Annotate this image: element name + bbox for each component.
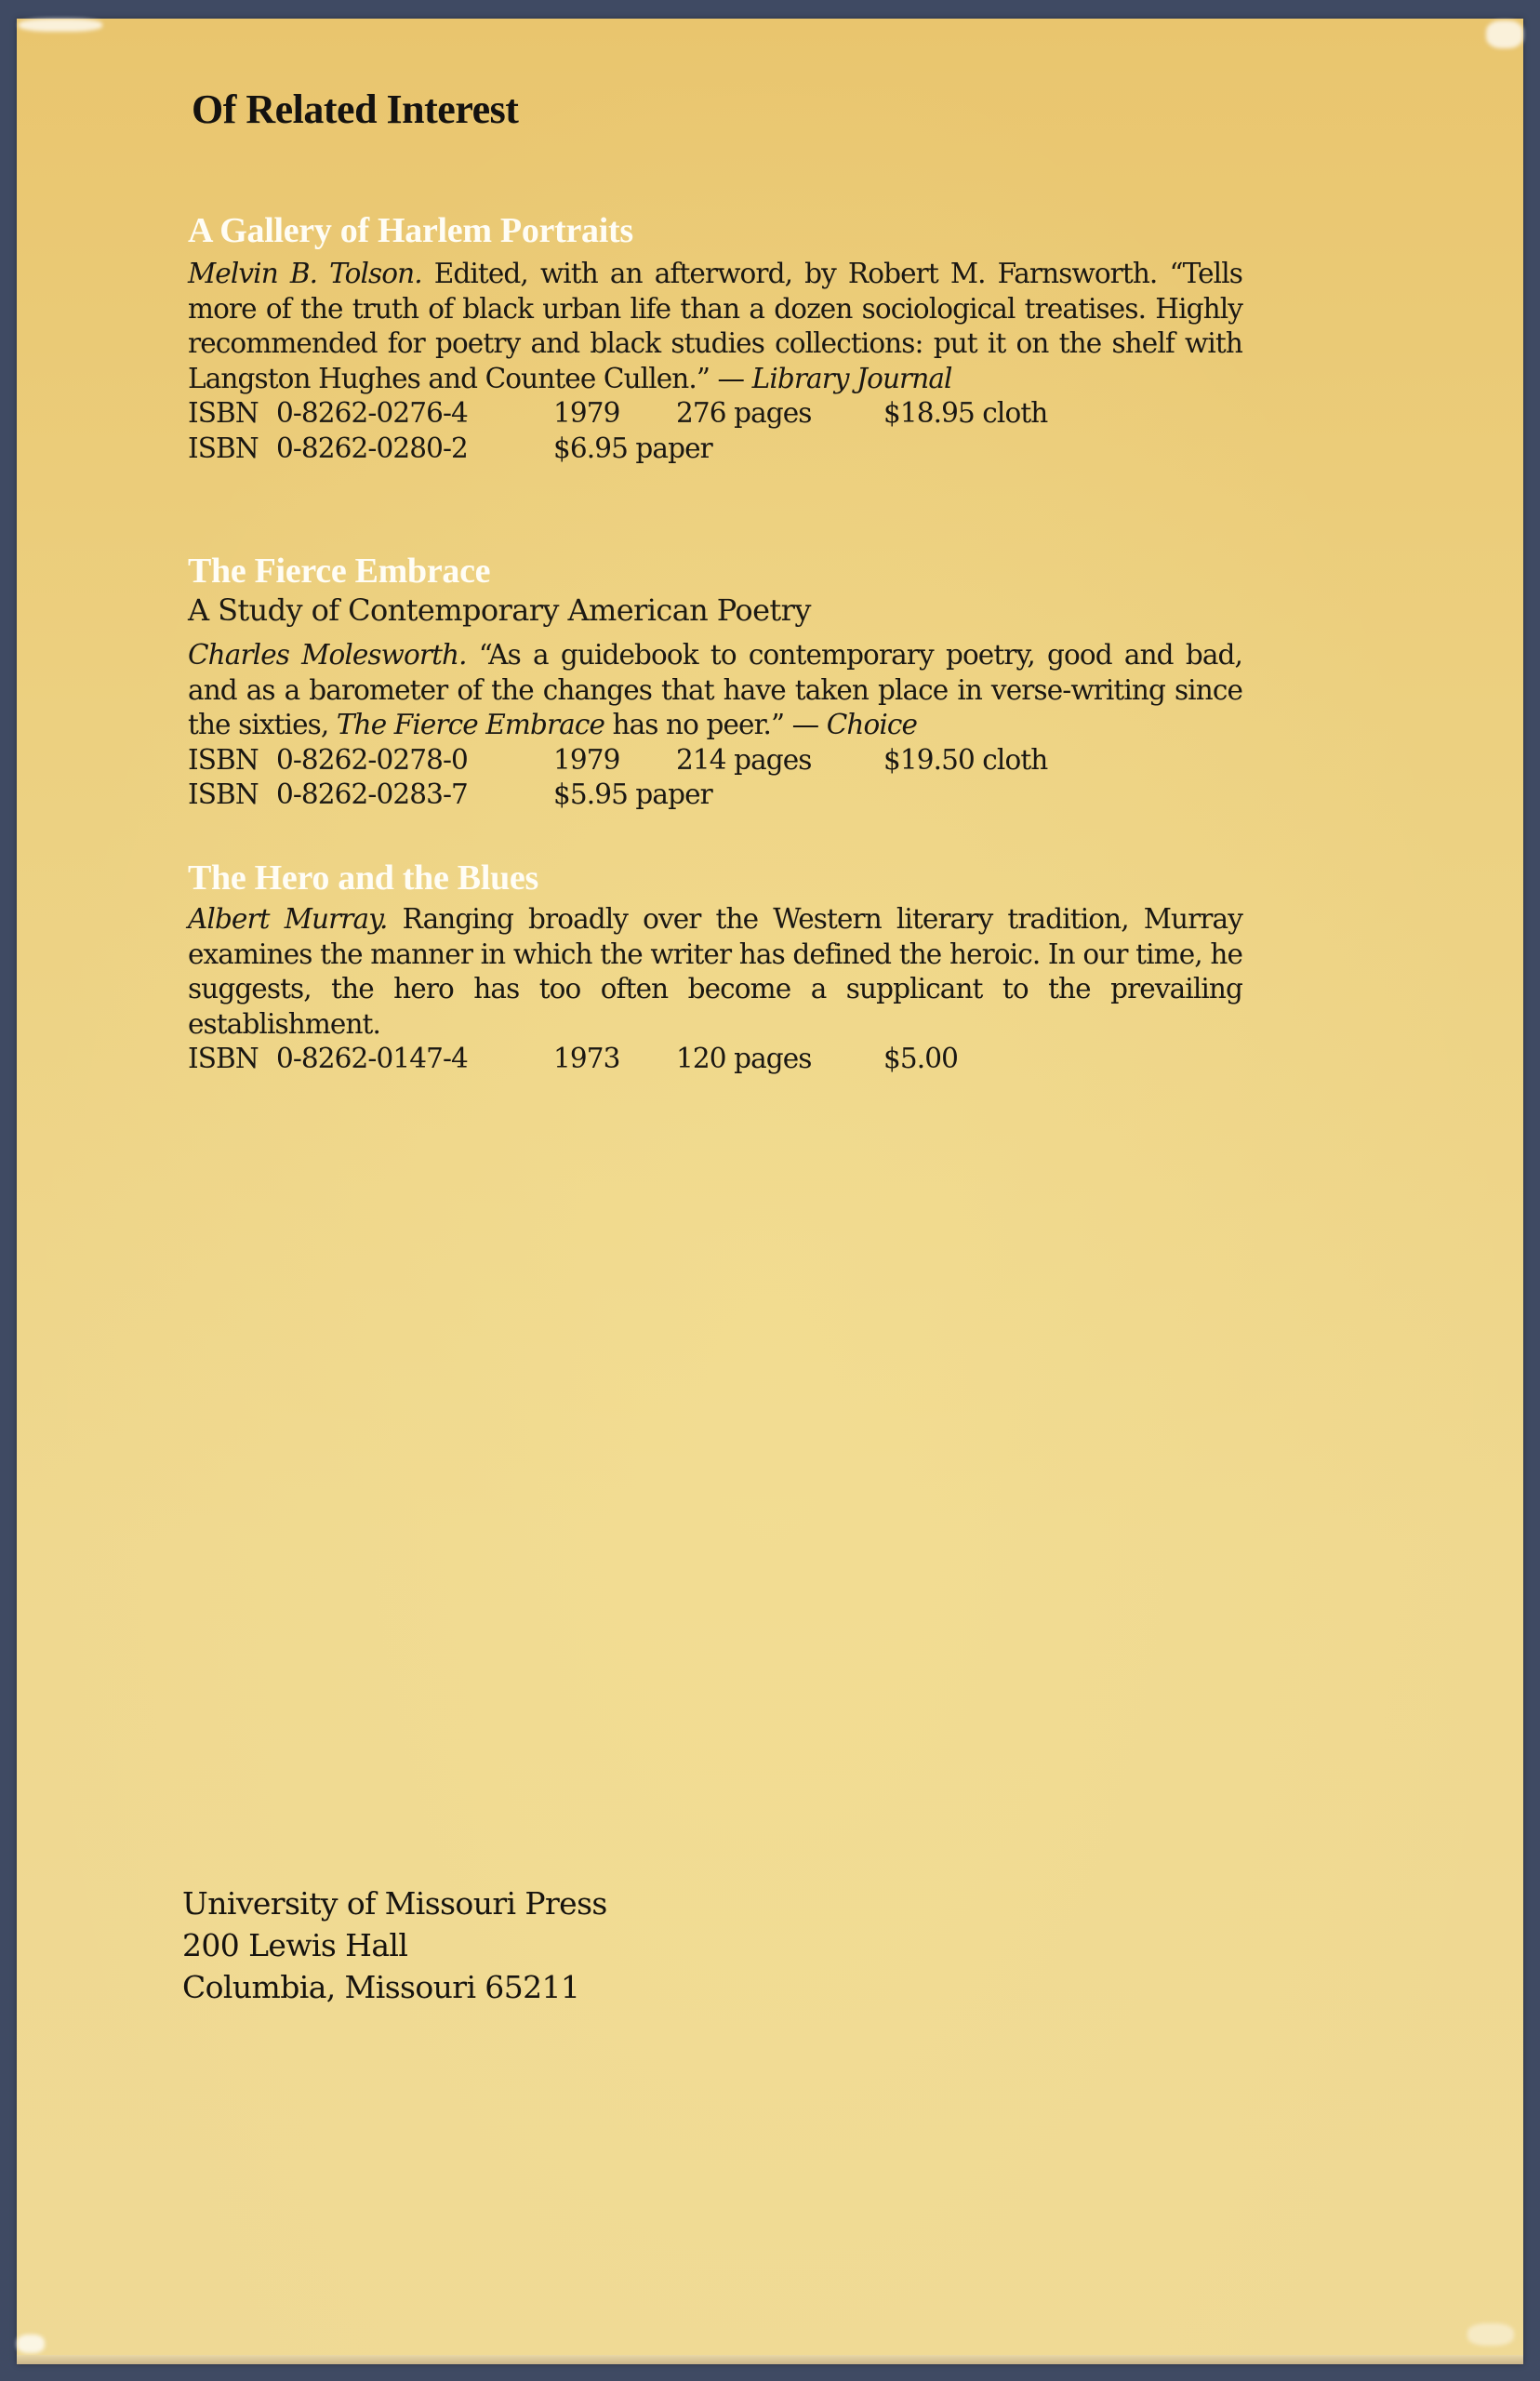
price: $18.95 cloth bbox=[883, 397, 1048, 429]
publisher-name: University of Missouri Press bbox=[182, 1885, 607, 1922]
review-source: Library Journal bbox=[751, 362, 952, 394]
book-author: Melvin B. Tolson. bbox=[188, 258, 422, 289]
edition-cloth bbox=[188, 743, 1242, 778]
edition-cloth bbox=[188, 396, 1242, 432]
price: $6.95 paper bbox=[553, 432, 712, 464]
book-title: The Hero and the Blues bbox=[188, 858, 538, 898]
publication-year: 1973 bbox=[553, 1043, 620, 1074]
isbn-label: ISBN bbox=[188, 432, 259, 464]
isbn-number: 0-8262-0283-7 bbox=[276, 778, 468, 810]
page-count: 276 pages bbox=[676, 397, 812, 429]
blurb-italic-title: The Fierce Embrace bbox=[336, 709, 605, 740]
cover-wear-bottom-left bbox=[17, 2334, 45, 2353]
blurb-text-end: has no peer.” — bbox=[604, 709, 827, 740]
isbn-number: 0-8262-0280-2 bbox=[276, 432, 468, 464]
review-source: Choice bbox=[826, 709, 918, 740]
isbn-number: 0-8262-0278-0 bbox=[276, 743, 468, 776]
publication-year: 1979 bbox=[553, 743, 620, 776]
publisher-city: Columbia, Missouri 65211 bbox=[182, 1969, 580, 2005]
isbn-label: ISBN bbox=[188, 743, 259, 776]
book-author: Charles Molesworth. bbox=[188, 639, 467, 671]
edition-single bbox=[188, 1042, 1242, 1077]
publisher-street: 200 Lewis Hall bbox=[182, 1927, 408, 1963]
book-author: Albert Murray. bbox=[188, 903, 388, 935]
isbn-number: 0-8262-0147-4 bbox=[276, 1043, 468, 1074]
page-count: 214 pages bbox=[676, 743, 812, 776]
price: $19.50 cloth bbox=[883, 743, 1048, 776]
book-blurb bbox=[188, 638, 1242, 743]
book-subtitle: A Study of Contemporary American Poetry bbox=[188, 592, 811, 628]
edition-paper bbox=[188, 778, 1242, 813]
isbn-label: ISBN bbox=[188, 397, 259, 429]
publisher-address bbox=[182, 1882, 607, 2008]
price: $5.95 paper bbox=[553, 778, 712, 810]
section-heading: Of Related Interest bbox=[192, 86, 519, 132]
book-title: A Gallery of Harlem Portraits bbox=[188, 211, 633, 250]
blurb-text: Edited, with an afterword, by Robert M. Farnsworth. “Tells more of the truth of black urban life than a dozen sociological treatises. Highly recommended for poetry and black studies collections: put it on the shelf with Langston Hughes and Countee Cullen.” — bbox=[188, 258, 1242, 394]
isbn-label: ISBN bbox=[188, 778, 259, 810]
publication-year: 1979 bbox=[553, 397, 620, 429]
page-count: 120 pages bbox=[676, 1043, 812, 1074]
edition-paper bbox=[188, 432, 1242, 467]
book-entry-harlem-portraits bbox=[188, 210, 1242, 466]
isbn-label: ISBN bbox=[188, 1043, 259, 1074]
price: $5.00 bbox=[883, 1043, 958, 1074]
blurb-text: Ranging broadly over the Western literary tradition, Murray examines the manner in which the writer has defined the heroic. In our time, he suggests, the hero has too often become a supplicant to the prevailing establishment. bbox=[188, 903, 1242, 1040]
cover-wear-top-left bbox=[19, 19, 102, 32]
book-entry-hero-and-blues bbox=[188, 858, 1242, 1077]
book-entry-fierce-embrace bbox=[188, 551, 1242, 813]
book-title: The Fierce Embrace bbox=[188, 552, 491, 591]
cover-wear-bottom-right bbox=[1467, 2323, 1514, 2346]
book-blurb bbox=[188, 257, 1242, 396]
book-blurb bbox=[188, 902, 1242, 1042]
isbn-number: 0-8262-0276-4 bbox=[276, 397, 468, 429]
cover-wear-top-right bbox=[1486, 20, 1523, 48]
blurb-text: “As a guidebook to contemporary poetry, good and bad, and as a barometer of the changes that have taken place in verse-writing since the sixties, bbox=[188, 639, 1242, 740]
